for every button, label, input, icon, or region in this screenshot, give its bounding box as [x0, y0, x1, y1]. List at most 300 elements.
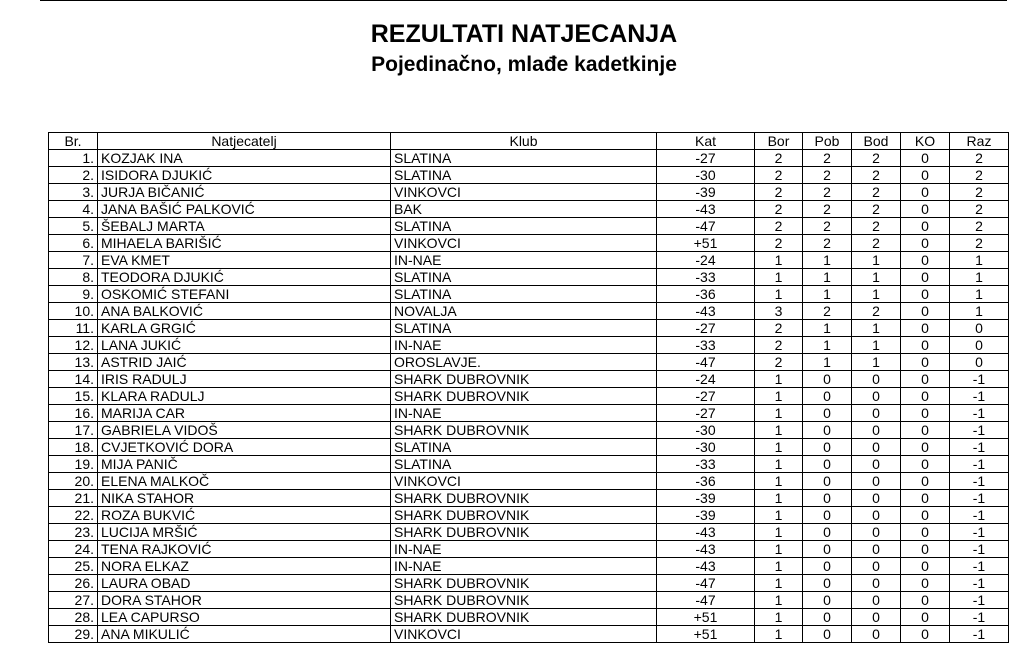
club-cell: VINKOVCI	[391, 473, 657, 490]
difference-cell: 1	[950, 303, 1009, 320]
rank-cell: 27.	[49, 592, 98, 609]
difference-cell: -1	[950, 456, 1009, 473]
points-cell: 0	[852, 558, 901, 575]
table-row	[49, 473, 1009, 490]
club-cell: SHARK DUBROVNIK	[391, 609, 657, 626]
table-row	[49, 235, 1009, 252]
category-cell: -30	[657, 167, 755, 184]
club-cell: SHARK DUBROVNIK	[391, 388, 657, 405]
bouts-cell: 1	[755, 626, 803, 643]
wins-cell: 0	[803, 456, 852, 473]
competitor-cell: LANA JUKIĆ	[98, 337, 391, 354]
points-cell: 0	[852, 473, 901, 490]
table-row	[49, 303, 1009, 320]
category-cell: -36	[657, 286, 755, 303]
difference-cell: 1	[950, 252, 1009, 269]
category-cell: -30	[657, 422, 755, 439]
category-cell: -33	[657, 456, 755, 473]
rank-cell: 10.	[49, 303, 98, 320]
club-cell: SLATINA	[391, 150, 657, 167]
rank-cell: 22.	[49, 507, 98, 524]
bouts-cell: 2	[755, 337, 803, 354]
club-cell: BAK	[391, 201, 657, 218]
competitor-cell: JANA BAŠIĆ PALKOVIĆ	[98, 201, 391, 218]
competitor-cell: NORA ELKAZ	[98, 558, 391, 575]
table-row	[49, 507, 1009, 524]
bouts-cell: 2	[755, 354, 803, 371]
competitor-cell: ROZA BUKVIĆ	[98, 507, 391, 524]
difference-cell: 1	[950, 269, 1009, 286]
rank-cell: 11.	[49, 320, 98, 337]
points-cell: 1	[852, 354, 901, 371]
rank-cell: 23.	[49, 524, 98, 541]
ko-cell: 0	[901, 439, 950, 456]
competitor-cell: ISIDORA DJUKIĆ	[98, 167, 391, 184]
ko-cell: 0	[901, 524, 950, 541]
ko-cell: 0	[901, 337, 950, 354]
ko-cell: 0	[901, 303, 950, 320]
ko-cell: 0	[901, 422, 950, 439]
wins-cell: 0	[803, 371, 852, 388]
difference-cell: 2	[950, 184, 1009, 201]
points-cell: 0	[852, 592, 901, 609]
rank-cell: 28.	[49, 609, 98, 626]
category-cell: -43	[657, 541, 755, 558]
points-cell: 0	[852, 388, 901, 405]
competitor-cell: KOZJAK INA	[98, 150, 391, 167]
table-row	[49, 201, 1009, 218]
competitor-cell: LUCIJA MRŠIĆ	[98, 524, 391, 541]
wins-cell: 2	[803, 201, 852, 218]
wins-cell: 0	[803, 473, 852, 490]
bouts-cell: 1	[755, 490, 803, 507]
ko-cell: 0	[901, 354, 950, 371]
wins-cell: 2	[803, 150, 852, 167]
category-cell: -27	[657, 388, 755, 405]
club-cell: SLATINA	[391, 320, 657, 337]
rank-cell: 15.	[49, 388, 98, 405]
club-cell: IN-NAE	[391, 252, 657, 269]
table-row	[49, 371, 1009, 388]
points-cell: 1	[852, 320, 901, 337]
table-row	[49, 184, 1009, 201]
category-cell: -27	[657, 320, 755, 337]
competitor-cell: CVJETKOVIĆ DORA	[98, 439, 391, 456]
competitor-cell: JURJA BIČANIĆ	[98, 184, 391, 201]
difference-cell: 2	[950, 150, 1009, 167]
table-row	[49, 354, 1009, 371]
wins-cell: 1	[803, 354, 852, 371]
club-cell: VINKOVCI	[391, 626, 657, 643]
rank-cell: 24.	[49, 541, 98, 558]
difference-cell: -1	[950, 558, 1009, 575]
difference-cell: -1	[950, 575, 1009, 592]
table-row	[49, 320, 1009, 337]
club-cell: SHARK DUBROVNIK	[391, 422, 657, 439]
col-header-klub: Klub	[391, 133, 657, 150]
points-cell: 0	[852, 507, 901, 524]
table-row	[49, 439, 1009, 456]
points-cell: 2	[852, 167, 901, 184]
bouts-cell: 1	[755, 405, 803, 422]
difference-cell: -1	[950, 473, 1009, 490]
wins-cell: 2	[803, 303, 852, 320]
wins-cell: 0	[803, 422, 852, 439]
club-cell: IN-NAE	[391, 337, 657, 354]
competitor-cell: NIKA STAHOR	[98, 490, 391, 507]
rank-cell: 8.	[49, 269, 98, 286]
rank-cell: 6.	[49, 235, 98, 252]
col-header-pob: Pob	[803, 133, 852, 150]
points-cell: 1	[852, 337, 901, 354]
table-row	[49, 626, 1009, 643]
competitor-cell: OSKOMIĆ STEFANI	[98, 286, 391, 303]
rank-cell: 29.	[49, 626, 98, 643]
category-cell: -39	[657, 490, 755, 507]
rank-cell: 2.	[49, 167, 98, 184]
points-cell: 0	[852, 439, 901, 456]
points-cell: 0	[852, 575, 901, 592]
ko-cell: 0	[901, 320, 950, 337]
ko-cell: 0	[901, 592, 950, 609]
bouts-cell: 1	[755, 422, 803, 439]
category-cell: -43	[657, 303, 755, 320]
bouts-cell: 2	[755, 235, 803, 252]
rank-cell: 5.	[49, 218, 98, 235]
bouts-cell: 1	[755, 473, 803, 490]
category-cell: -33	[657, 337, 755, 354]
difference-cell: -1	[950, 507, 1009, 524]
rank-cell: 14.	[49, 371, 98, 388]
category-cell: -47	[657, 575, 755, 592]
difference-cell: -1	[950, 592, 1009, 609]
difference-cell: -1	[950, 541, 1009, 558]
competitor-cell: KLARA RADULJ	[98, 388, 391, 405]
table-row	[49, 150, 1009, 167]
rank-cell: 21.	[49, 490, 98, 507]
table-row	[49, 218, 1009, 235]
wins-cell: 0	[803, 626, 852, 643]
competitor-cell: ANA MIKULIĆ	[98, 626, 391, 643]
club-cell: SLATINA	[391, 218, 657, 235]
club-cell: SHARK DUBROVNIK	[391, 371, 657, 388]
ko-cell: 0	[901, 218, 950, 235]
bouts-cell: 1	[755, 541, 803, 558]
difference-cell: -1	[950, 388, 1009, 405]
results-body	[49, 150, 1009, 643]
points-cell: 2	[852, 184, 901, 201]
ko-cell: 0	[901, 184, 950, 201]
wins-cell: 1	[803, 252, 852, 269]
club-cell: IN-NAE	[391, 558, 657, 575]
wins-cell: 0	[803, 388, 852, 405]
competitor-cell: KARLA GRGIĆ	[98, 320, 391, 337]
competitor-cell: ASTRID JAIĆ	[98, 354, 391, 371]
category-cell: +51	[657, 235, 755, 252]
bouts-cell: 1	[755, 558, 803, 575]
club-cell: IN-NAE	[391, 541, 657, 558]
bouts-cell: 1	[755, 371, 803, 388]
wins-cell: 1	[803, 269, 852, 286]
category-cell: -39	[657, 184, 755, 201]
category-cell: -24	[657, 371, 755, 388]
col-header-br: Br.	[49, 133, 98, 150]
rank-cell: 1.	[49, 150, 98, 167]
rank-cell: 13.	[49, 354, 98, 371]
difference-cell: 0	[950, 320, 1009, 337]
difference-cell: -1	[950, 439, 1009, 456]
rank-cell: 3.	[49, 184, 98, 201]
wins-cell: 0	[803, 405, 852, 422]
ko-cell: 0	[901, 269, 950, 286]
difference-cell: 1	[950, 286, 1009, 303]
table-row	[49, 456, 1009, 473]
wins-cell: 1	[803, 286, 852, 303]
competitor-cell: LAURA OBAD	[98, 575, 391, 592]
ko-cell: 0	[901, 473, 950, 490]
difference-cell: 0	[950, 337, 1009, 354]
wins-cell: 0	[803, 490, 852, 507]
category-cell: -27	[657, 405, 755, 422]
bouts-cell: 1	[755, 575, 803, 592]
ko-cell: 0	[901, 609, 950, 626]
points-cell: 0	[852, 405, 901, 422]
col-header-bod: Bod	[852, 133, 901, 150]
rank-cell: 16.	[49, 405, 98, 422]
club-cell: IN-NAE	[391, 405, 657, 422]
difference-cell: -1	[950, 609, 1009, 626]
difference-cell: -1	[950, 490, 1009, 507]
bouts-cell: 2	[755, 167, 803, 184]
rank-cell: 17.	[49, 422, 98, 439]
table-row	[49, 541, 1009, 558]
competitor-cell: TEODORA DJUKIĆ	[98, 269, 391, 286]
wins-cell: 2	[803, 184, 852, 201]
table-row	[49, 337, 1009, 354]
wins-cell: 0	[803, 507, 852, 524]
category-cell: -47	[657, 218, 755, 235]
ko-cell: 0	[901, 388, 950, 405]
difference-cell: -1	[950, 405, 1009, 422]
club-cell: SLATINA	[391, 456, 657, 473]
category-cell: -43	[657, 201, 755, 218]
club-cell: SHARK DUBROVNIK	[391, 592, 657, 609]
bouts-cell: 2	[755, 201, 803, 218]
competitor-cell: ELENA MALKOČ	[98, 473, 391, 490]
ko-cell: 0	[901, 490, 950, 507]
club-cell: SHARK DUBROVNIK	[391, 524, 657, 541]
wins-cell: 0	[803, 609, 852, 626]
wins-cell: 2	[803, 218, 852, 235]
points-cell: 0	[852, 626, 901, 643]
bouts-cell: 2	[755, 320, 803, 337]
difference-cell: 2	[950, 201, 1009, 218]
bouts-cell: 1	[755, 439, 803, 456]
points-cell: 0	[852, 541, 901, 558]
category-cell: -27	[657, 150, 755, 167]
bouts-cell: 1	[755, 507, 803, 524]
rank-cell: 19.	[49, 456, 98, 473]
competitor-cell: GABRIELA VIDOŠ	[98, 422, 391, 439]
wins-cell: 1	[803, 337, 852, 354]
col-header-bor: Bor	[755, 133, 803, 150]
rank-cell: 9.	[49, 286, 98, 303]
wins-cell: 0	[803, 592, 852, 609]
page-subtitle: Pojedinačno, mlađe kadetkinje	[371, 53, 677, 76]
difference-cell: 2	[950, 235, 1009, 252]
bouts-cell: 2	[755, 218, 803, 235]
col-header-ko: KO	[901, 133, 950, 150]
ko-cell: 0	[901, 507, 950, 524]
points-cell: 2	[852, 218, 901, 235]
wins-cell: 0	[803, 575, 852, 592]
club-cell: SLATINA	[391, 286, 657, 303]
rank-cell: 26.	[49, 575, 98, 592]
ko-cell: 0	[901, 201, 950, 218]
table-row	[49, 592, 1009, 609]
top-rule	[40, 0, 1007, 1]
category-cell: -43	[657, 558, 755, 575]
competitor-cell: MARIJA CAR	[98, 405, 391, 422]
competitor-cell: DORA STAHOR	[98, 592, 391, 609]
points-cell: 2	[852, 235, 901, 252]
rank-cell: 18.	[49, 439, 98, 456]
table-row	[49, 422, 1009, 439]
rank-cell: 20.	[49, 473, 98, 490]
club-cell: SHARK DUBROVNIK	[391, 507, 657, 524]
bouts-cell: 1	[755, 269, 803, 286]
category-cell: -33	[657, 269, 755, 286]
ko-cell: 0	[901, 575, 950, 592]
difference-cell: -1	[950, 422, 1009, 439]
competitor-cell: ŠEBALJ MARTA	[98, 218, 391, 235]
ko-cell: 0	[901, 371, 950, 388]
competitor-cell: ANA BALKOVIĆ	[98, 303, 391, 320]
col-header-raz: Raz	[950, 133, 1009, 150]
points-cell: 2	[852, 303, 901, 320]
ko-cell: 0	[901, 235, 950, 252]
club-cell: VINKOVCI	[391, 184, 657, 201]
bouts-cell: 1	[755, 286, 803, 303]
difference-cell: 2	[950, 218, 1009, 235]
competitor-cell: EVA KMET	[98, 252, 391, 269]
bouts-cell: 1	[755, 609, 803, 626]
ko-cell: 0	[901, 252, 950, 269]
points-cell: 1	[852, 252, 901, 269]
ko-cell: 0	[901, 558, 950, 575]
table-row	[49, 286, 1009, 303]
category-cell: +51	[657, 626, 755, 643]
wins-cell: 0	[803, 524, 852, 541]
wins-cell: 2	[803, 235, 852, 252]
bouts-cell: 3	[755, 303, 803, 320]
bouts-cell: 1	[755, 524, 803, 541]
difference-cell: -1	[950, 371, 1009, 388]
competitor-cell: LEA CAPURSO	[98, 609, 391, 626]
table-header-row	[49, 133, 1009, 150]
competitor-cell: MIHAELA BARIŠIĆ	[98, 235, 391, 252]
bouts-cell: 1	[755, 388, 803, 405]
club-cell: SLATINA	[391, 439, 657, 456]
points-cell: 0	[852, 456, 901, 473]
table-row	[49, 490, 1009, 507]
competitor-cell: MIJA PANIČ	[98, 456, 391, 473]
wins-cell: 0	[803, 439, 852, 456]
bouts-cell: 1	[755, 456, 803, 473]
category-cell: -39	[657, 507, 755, 524]
difference-cell: 0	[950, 354, 1009, 371]
category-cell: -36	[657, 473, 755, 490]
bouts-cell: 2	[755, 150, 803, 167]
wins-cell: 2	[803, 167, 852, 184]
points-cell: 0	[852, 524, 901, 541]
category-cell: -47	[657, 354, 755, 371]
wins-cell: 0	[803, 558, 852, 575]
points-cell: 2	[852, 201, 901, 218]
club-cell: SHARK DUBROVNIK	[391, 490, 657, 507]
table-row	[49, 575, 1009, 592]
bouts-cell: 2	[755, 184, 803, 201]
table-row	[49, 524, 1009, 541]
competitor-cell: IRIS RADULJ	[98, 371, 391, 388]
category-cell: +51	[657, 609, 755, 626]
category-cell: -43	[657, 524, 755, 541]
table-row	[49, 388, 1009, 405]
difference-cell: -1	[950, 524, 1009, 541]
page-title: REZULTATI NATJECANJA	[370, 20, 678, 48]
ko-cell: 0	[901, 167, 950, 184]
difference-cell: -1	[950, 626, 1009, 643]
table-row	[49, 167, 1009, 184]
table-row	[49, 609, 1009, 626]
wins-cell: 1	[803, 320, 852, 337]
points-cell: 0	[852, 609, 901, 626]
rank-cell: 4.	[49, 201, 98, 218]
points-cell: 1	[852, 286, 901, 303]
col-header-kat: Kat	[657, 133, 755, 150]
bouts-cell: 1	[755, 252, 803, 269]
points-cell: 0	[852, 490, 901, 507]
points-cell: 1	[852, 269, 901, 286]
table-row	[49, 269, 1009, 286]
rank-cell: 25.	[49, 558, 98, 575]
table-row	[49, 252, 1009, 269]
club-cell: OROSLAVJE.	[391, 354, 657, 371]
wins-cell: 0	[803, 541, 852, 558]
table-row	[49, 405, 1009, 422]
points-cell: 0	[852, 371, 901, 388]
category-cell: -30	[657, 439, 755, 456]
points-cell: 2	[852, 150, 901, 167]
points-cell: 0	[852, 422, 901, 439]
category-cell: -47	[657, 592, 755, 609]
club-cell: NOVALJA	[391, 303, 657, 320]
category-cell: -24	[657, 252, 755, 269]
ko-cell: 0	[901, 541, 950, 558]
ko-cell: 0	[901, 456, 950, 473]
competitor-cell: TENA RAJKOVIĆ	[98, 541, 391, 558]
club-cell: SLATINA	[391, 167, 657, 184]
table-row	[49, 558, 1009, 575]
club-cell: SHARK DUBROVNIK	[391, 575, 657, 592]
results-table	[48, 132, 1009, 643]
ko-cell: 0	[901, 405, 950, 422]
col-header-natjecatelj: Natjecatelj	[98, 133, 391, 150]
rank-cell: 12.	[49, 337, 98, 354]
ko-cell: 0	[901, 286, 950, 303]
club-cell: SLATINA	[391, 269, 657, 286]
ko-cell: 0	[901, 626, 950, 643]
